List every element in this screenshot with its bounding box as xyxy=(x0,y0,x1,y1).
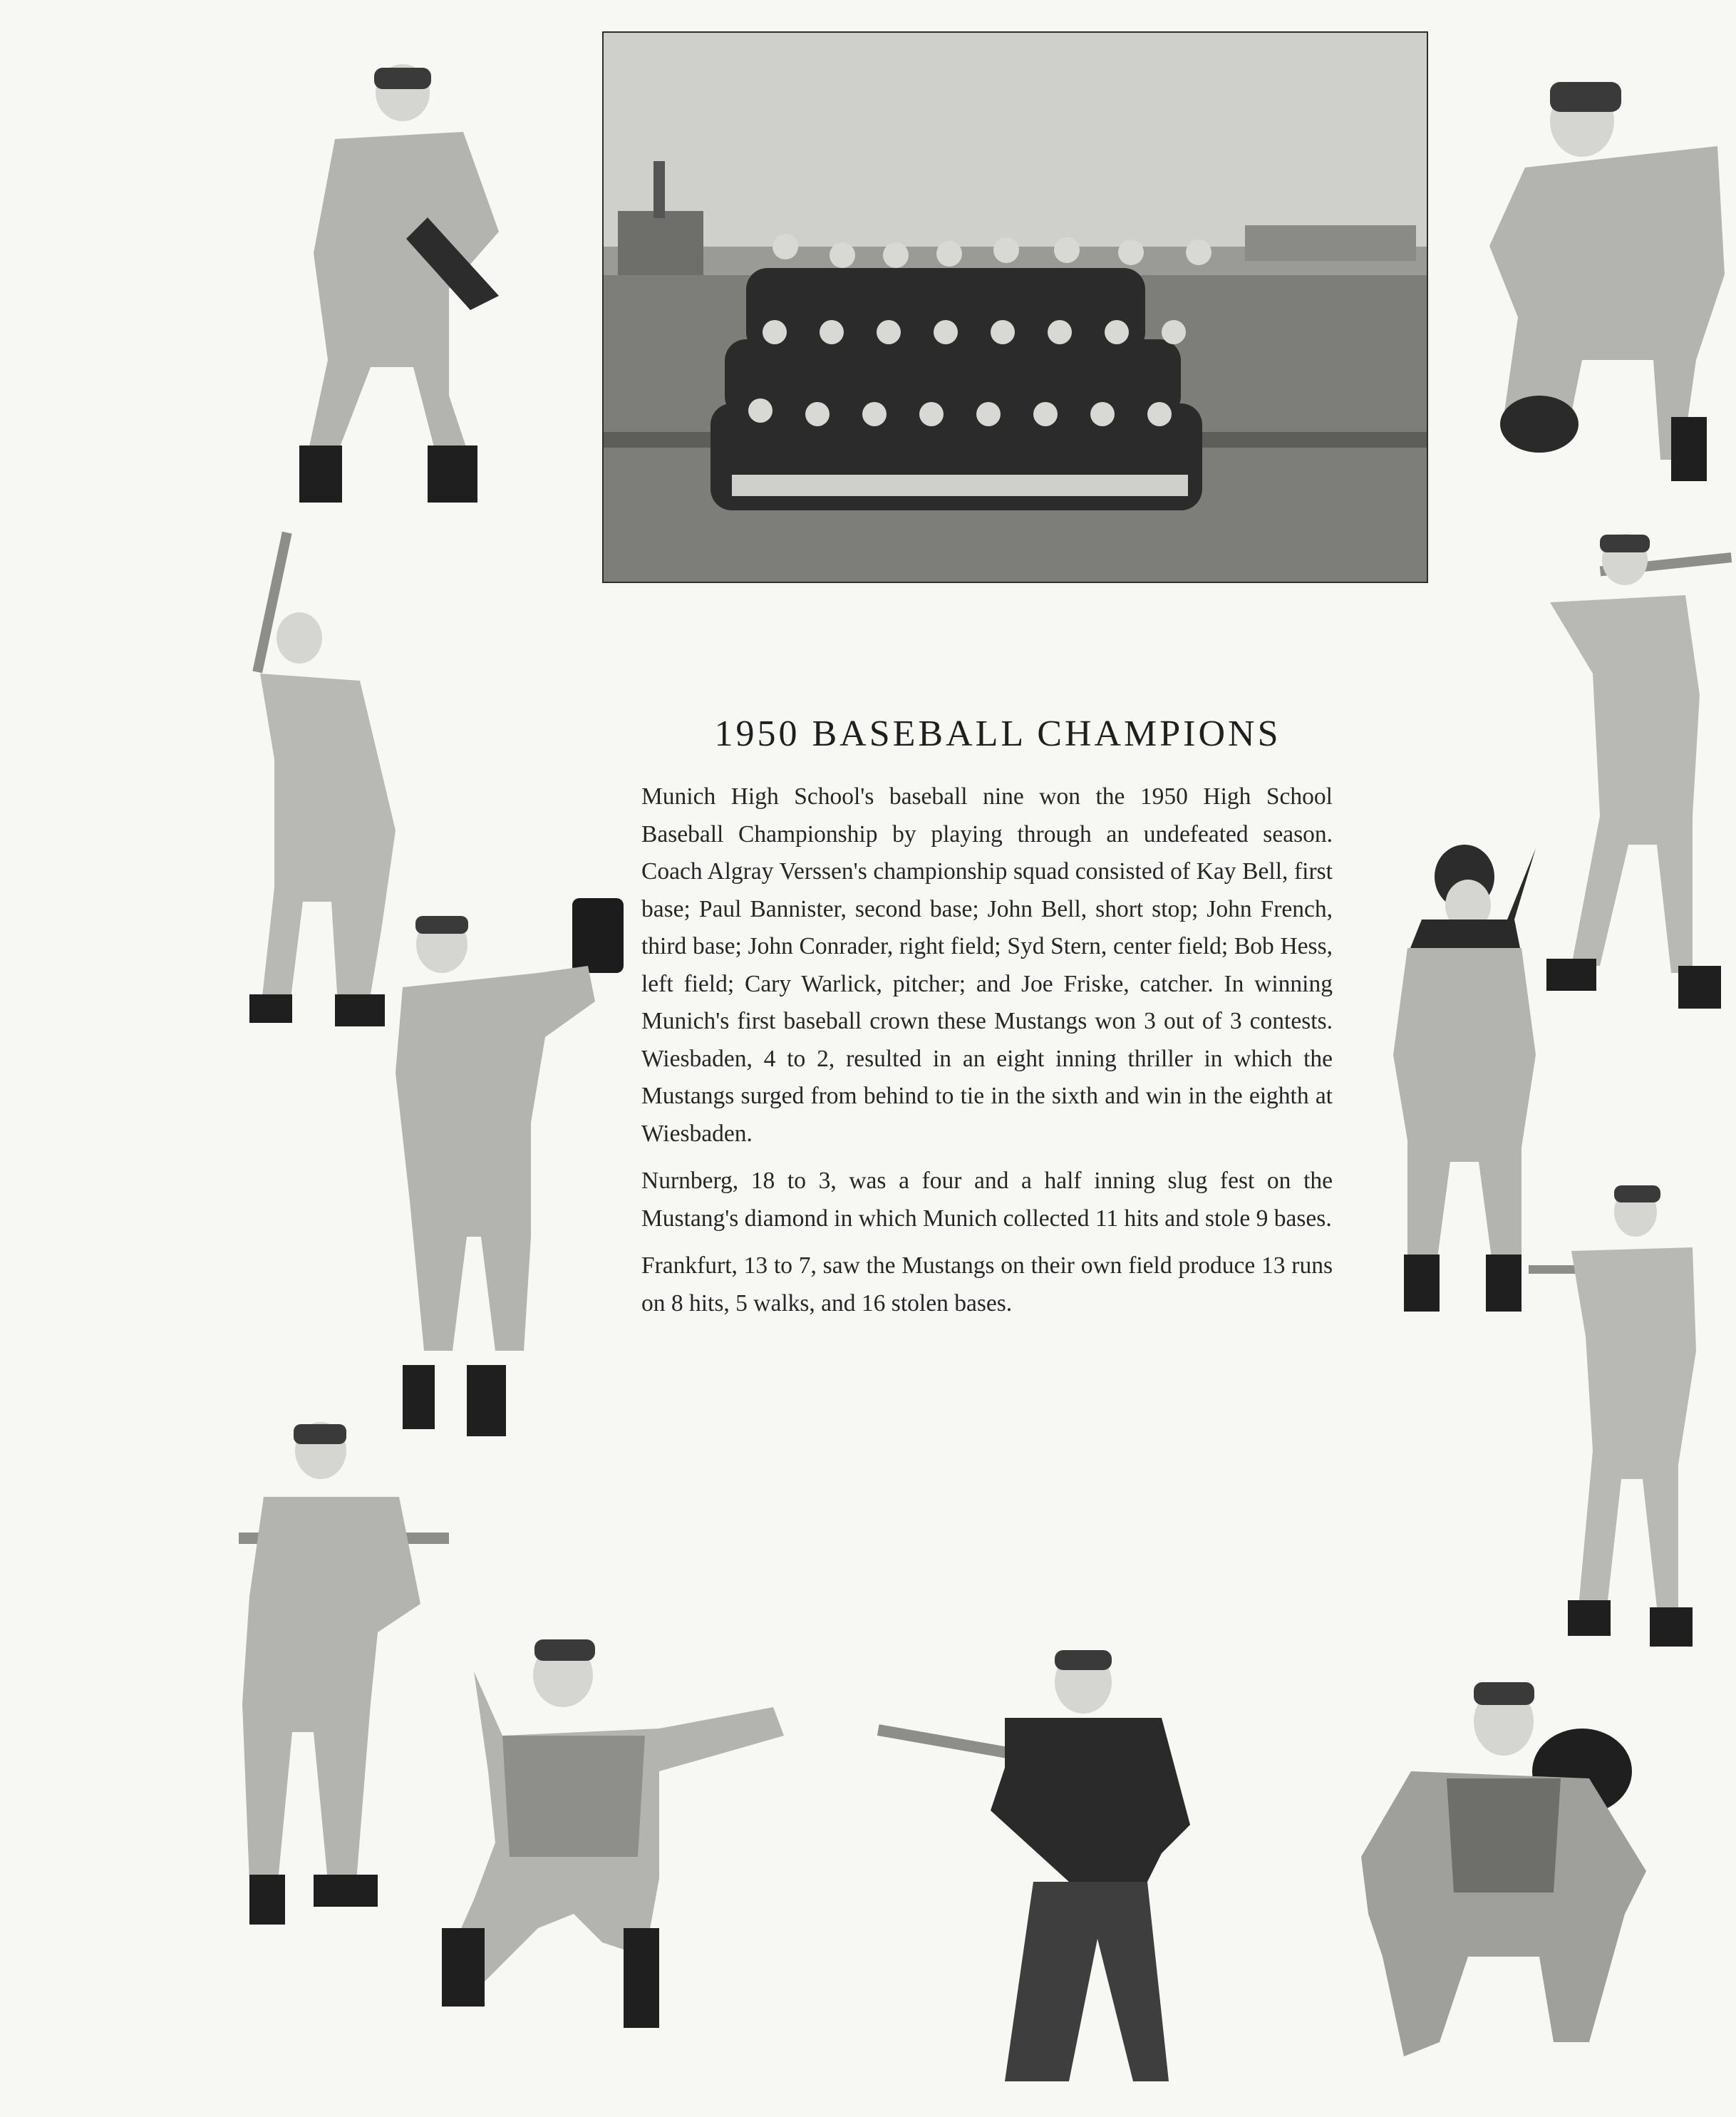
article-paragraph: Frankfurt, 13 to 7, saw the Mustangs on their own field produce 13 runs on 8 hits, 5 walks, and 16 stolen bases. xyxy=(641,1252,1333,1317)
article-paragraph: Nurnberg, 18 to 3, was a four and a half inning slug fest on the Mustang's diamond in which Munich collected 11 hits and stole 9 bases. xyxy=(641,1168,1333,1232)
player-photo-batter-left xyxy=(246,531,403,1037)
player-photo-bunter xyxy=(235,1418,449,1939)
player-photo-batter-stance xyxy=(1529,1180,1700,1650)
player-photo-batter-right xyxy=(1543,531,1732,1023)
player-photo-fielder-crouch xyxy=(1482,61,1735,485)
team-photo xyxy=(602,31,1428,583)
player-photo-catcher-squat xyxy=(1354,1672,1653,2085)
page-title: 1950 BASEBALL CHAMPIONS xyxy=(714,714,1281,754)
player-photo-catcher-throwing xyxy=(431,1629,787,2035)
article-body xyxy=(641,778,1333,1332)
player-photo-coach-bat xyxy=(877,1639,1190,2096)
player-photo-fielder-glove xyxy=(388,895,631,1458)
player-photo-pitcher-stretch xyxy=(1379,827,1550,1312)
player-photo-pitcher-windup xyxy=(285,61,520,517)
article-paragraph: Munich High School's baseball nine won the 1950 High School Baseball Championship by playing through an undefeated season. Coach Algray Verssen's championship squad consisted of Kay Bell, first base; Paul Bannister, second base; John Bell, short stop; John French, third base; John Conrader, right field; Syd Stern, center field; Bob Hess, left field; Cary Warlick, pitcher; and Joe Friske, catcher. In winning Munich's first baseball crown these Mustangs won 3 out of 3 contests. Wiesbaden, 4 to 2, resulted in an eight inning thriller in which the Mustangs surged from behind to tie in the sixth and win in the eighth at Wiesbaden. xyxy=(641,783,1333,1147)
